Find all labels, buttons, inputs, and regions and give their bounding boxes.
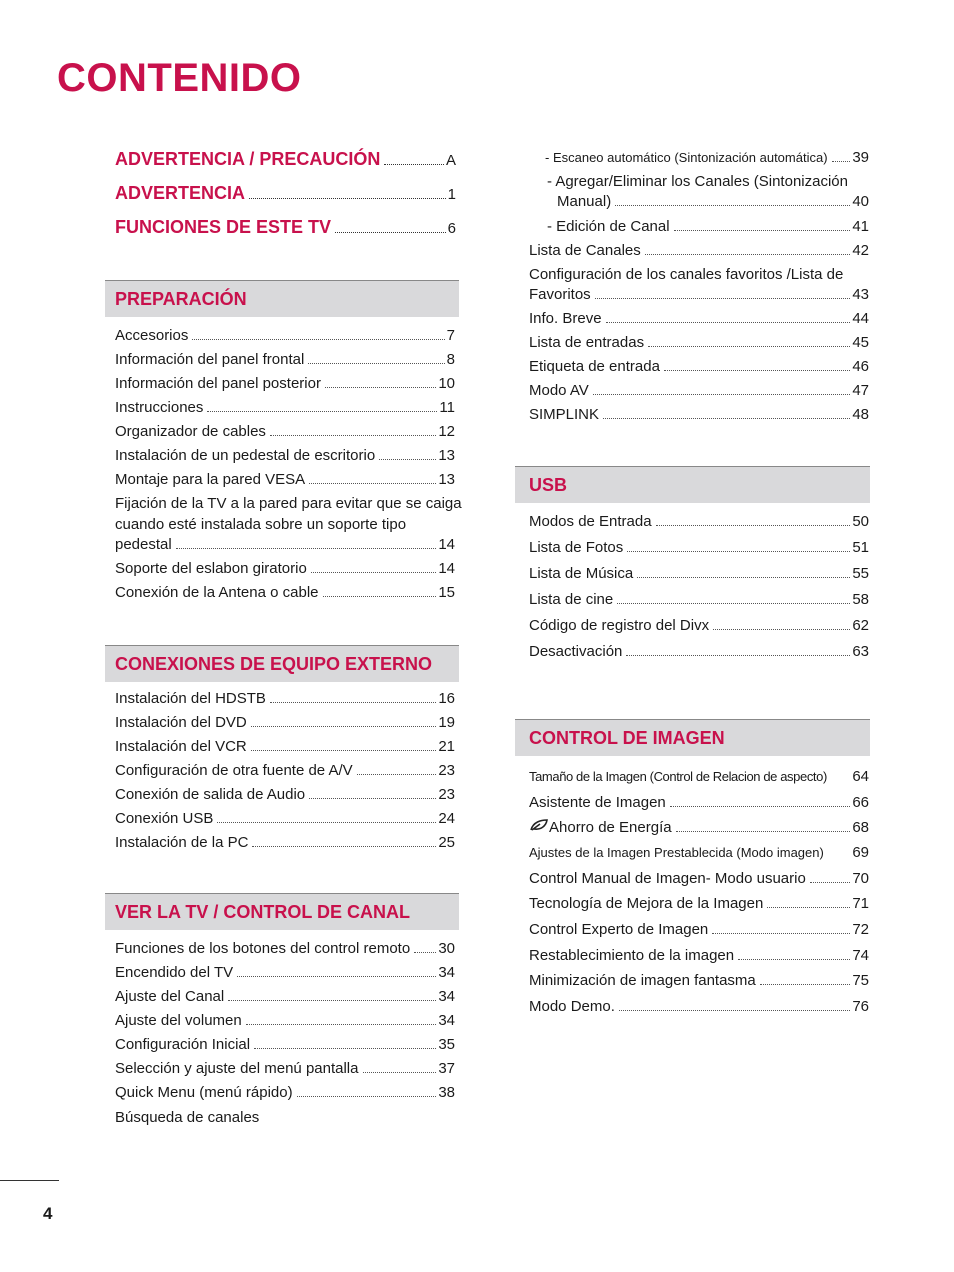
section-heading-preparacion: PREPARACIÓN	[105, 280, 459, 317]
toc-entry[interactable]: Configuración de otra fuente de A/V 23	[115, 762, 455, 779]
toc-entry[interactable]: Búsqueda de canales	[115, 1109, 260, 1126]
toc-entry[interactable]: Minimización de imagen fantasma 75	[529, 972, 869, 989]
toc-entry-multiline[interactable]: - Agregar/Eliminar los Canales (Sintonización Manual) 40	[547, 173, 869, 210]
section-heading-conexiones: CONEXIONES DE EQUIPO EXTERNO	[105, 645, 459, 682]
toc-entry[interactable]: ADVERTENCIA 1	[115, 183, 456, 203]
toc-entry[interactable]: Accesorios 7	[115, 327, 455, 344]
toc-entry[interactable]: Instalación de la PC 25	[115, 834, 455, 851]
section-conexiones	[115, 689, 455, 857]
toc-entry[interactable]: Info. Breve 44	[529, 310, 869, 327]
leaf-icon	[529, 818, 549, 832]
section-imagen	[529, 767, 869, 1023]
toc-entry-multiline[interactable]: Fijación de la TV a la pared para evitar que se caiga cuando esté instalada sobre un soporte tipo pedestal 14	[115, 495, 462, 553]
section-heading-ver-tv: VER LA TV / CONTROL DE CANAL	[105, 893, 459, 930]
toc-entry[interactable]: SIMPLINK 48	[529, 406, 869, 423]
toc-entry[interactable]: Control Manual de Imagen- Modo usuario 70	[529, 870, 869, 887]
toc-entry[interactable]: Código de registro del Divx 62	[529, 617, 869, 634]
section-preparacion	[115, 326, 462, 607]
toc-entry[interactable]: Quick Menu (menú rápido) 38	[115, 1084, 455, 1101]
page-number: 4	[43, 1204, 53, 1223]
toc-entry[interactable]: Instalación del DVD 19	[115, 714, 455, 731]
toc-entry[interactable]: Selección y ajuste del menú pantalla 37	[115, 1060, 455, 1077]
toc-entry[interactable]: - Escaneo automático (Sintonización automática) 39	[545, 149, 869, 166]
toc-entry[interactable]: Información del panel frontal 8	[115, 351, 455, 368]
toc-entry[interactable]: Lista de Fotos 51	[529, 539, 869, 556]
toc-entry[interactable]: Instrucciones 11	[115, 399, 455, 416]
section-heading-usb: USB	[515, 466, 870, 503]
toc-entry[interactable]: Lista de entradas 45	[529, 334, 869, 351]
toc-entry[interactable]: Montaje para la pared VESA 13	[115, 471, 455, 488]
toc-entry[interactable]: Instalación de un pedestal de escritorio 13	[115, 447, 455, 464]
toc-entry-multiline[interactable]: Configuración de los canales favoritos /Lista de Favoritos 43	[529, 266, 869, 303]
toc-entry[interactable]: Tecnología de Mejora de la Imagen 71	[529, 895, 869, 912]
toc-entry[interactable]: Modo AV 47	[529, 382, 869, 399]
toc-entry[interactable]: Tamaño de la Imagen (Control de Relacion de aspecto) 64	[529, 768, 869, 785]
toc-entry[interactable]: FUNCIONES DE ESTE TV 6	[115, 217, 456, 237]
toc-entry[interactable]: Asistente de Imagen 66	[529, 794, 869, 811]
toc-entry[interactable]: Lista de cine 58	[529, 591, 869, 608]
toc-entry[interactable]: Información del panel posterior 10	[115, 375, 455, 392]
toc-entry[interactable]: Organizador de cables 12	[115, 423, 455, 440]
toc-entry[interactable]: Conexión de la Antena o cable 15	[115, 584, 455, 601]
section-ver-tv	[115, 939, 455, 1132]
section-heading-imagen: CONTROL DE IMAGEN	[515, 719, 870, 756]
page-title: CONTENIDO	[57, 56, 302, 100]
footer-divider	[0, 1180, 59, 1181]
section-usb	[529, 512, 869, 668]
toc-entry[interactable]: Instalación del VCR 21	[115, 738, 455, 755]
toc-entry[interactable]: - Edición de Canal 41	[547, 218, 869, 235]
toc-entry[interactable]: Instalación del HDSTB 16	[115, 690, 455, 707]
toc-entry[interactable]: Ahorro de Energía 68	[529, 818, 869, 843]
toc-entry[interactable]: Conexión de salida de Audio 23	[115, 786, 455, 803]
toc-entry[interactable]: Soporte del eslabon giratorio 14	[115, 560, 455, 577]
toc-entry[interactable]: Encendido del TV 34	[115, 964, 455, 981]
toc-entry[interactable]: Ajustes de la Imagen Prestablecida (Modo imagen) 69	[529, 844, 869, 861]
toc-entry[interactable]: Etiqueta de entrada 46	[529, 358, 869, 375]
toc-entry[interactable]: Ajuste del volumen 34	[115, 1012, 455, 1029]
toc-entry[interactable]: Control Experto de Imagen 72	[529, 921, 869, 938]
toc-entry[interactable]: ADVERTENCIA / PRECAUCIÓN A	[115, 149, 456, 169]
toc-entry[interactable]: Restablecimiento de la imagen 74	[529, 947, 869, 964]
section-canales-cont	[529, 148, 869, 429]
toc-entry[interactable]: Ajuste del Canal 34	[115, 988, 455, 1005]
toc-entry[interactable]: Modos de Entrada 50	[529, 513, 869, 530]
toc-entry[interactable]: Lista de Música 55	[529, 565, 869, 582]
toc-entry[interactable]: Funciones de los botones del control remoto 30	[115, 940, 455, 957]
toc-entry[interactable]: Modo Demo. 76	[529, 998, 869, 1015]
toc-entry[interactable]: Conexión USB 24	[115, 810, 455, 827]
top-entries	[115, 147, 456, 249]
toc-entry[interactable]: Configuración Inicial 35	[115, 1036, 455, 1053]
toc-entry[interactable]: Lista de Canales 42	[529, 242, 869, 259]
toc-entry[interactable]: Desactivación 63	[529, 643, 869, 660]
